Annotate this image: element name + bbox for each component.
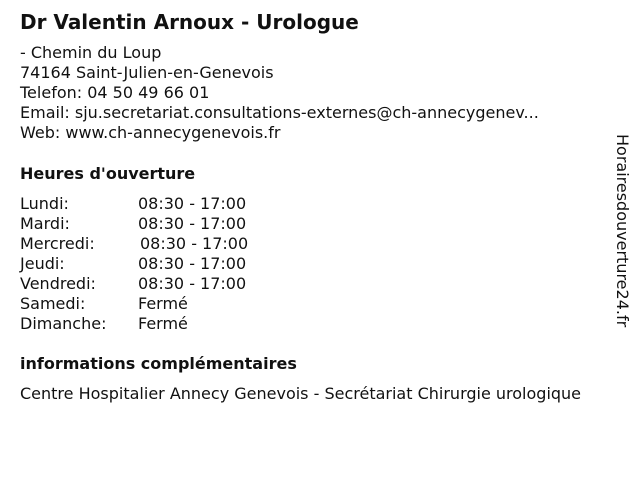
day-label: Samedi: (20, 294, 86, 313)
address-block (20, 43, 539, 143)
web-line: Web: www.ch-annecygenevois.fr (20, 123, 281, 142)
day-label: Dimanche: (20, 314, 107, 333)
additional-info-text: Centre Hospitalier Annecy Genevois - Secrétariat Chirurgie urologique (20, 384, 582, 403)
time-value: 08:30 - 17:00 (138, 254, 247, 273)
site-watermark: Horairesdouverture24.fr (613, 134, 632, 328)
day-label: Mercredi: (20, 234, 95, 253)
page-title: Dr Valentin Arnoux - Urologue (20, 10, 359, 34)
time-value: 08:30 - 17:00 (138, 214, 247, 233)
time-value: 08:30 - 17:00 (140, 234, 249, 253)
day-label: Vendredi: (20, 274, 96, 293)
time-value: Fermé (138, 314, 188, 333)
time-value: 08:30 - 17:00 (138, 194, 247, 213)
opening-hours-heading: Heures d'ouverture (20, 164, 196, 183)
day-label: Lundi: (20, 194, 69, 213)
street-line: - Chemin du Loup (20, 43, 162, 62)
time-value: 08:30 - 17:00 (138, 274, 247, 293)
time-value: Fermé (138, 294, 188, 313)
city-line: 74164 Saint-Julien-en-Genevois (20, 63, 274, 82)
day-label: Mardi: (20, 214, 70, 233)
day-label: Jeudi: (20, 254, 65, 273)
phone-line: Telefon: 04 50 49 66 01 (20, 83, 210, 102)
email-line: Email: sju.secretariat.consultations-externes@ch-annecygenev... (20, 103, 539, 122)
additional-info-heading: informations complémentaires (20, 354, 297, 373)
